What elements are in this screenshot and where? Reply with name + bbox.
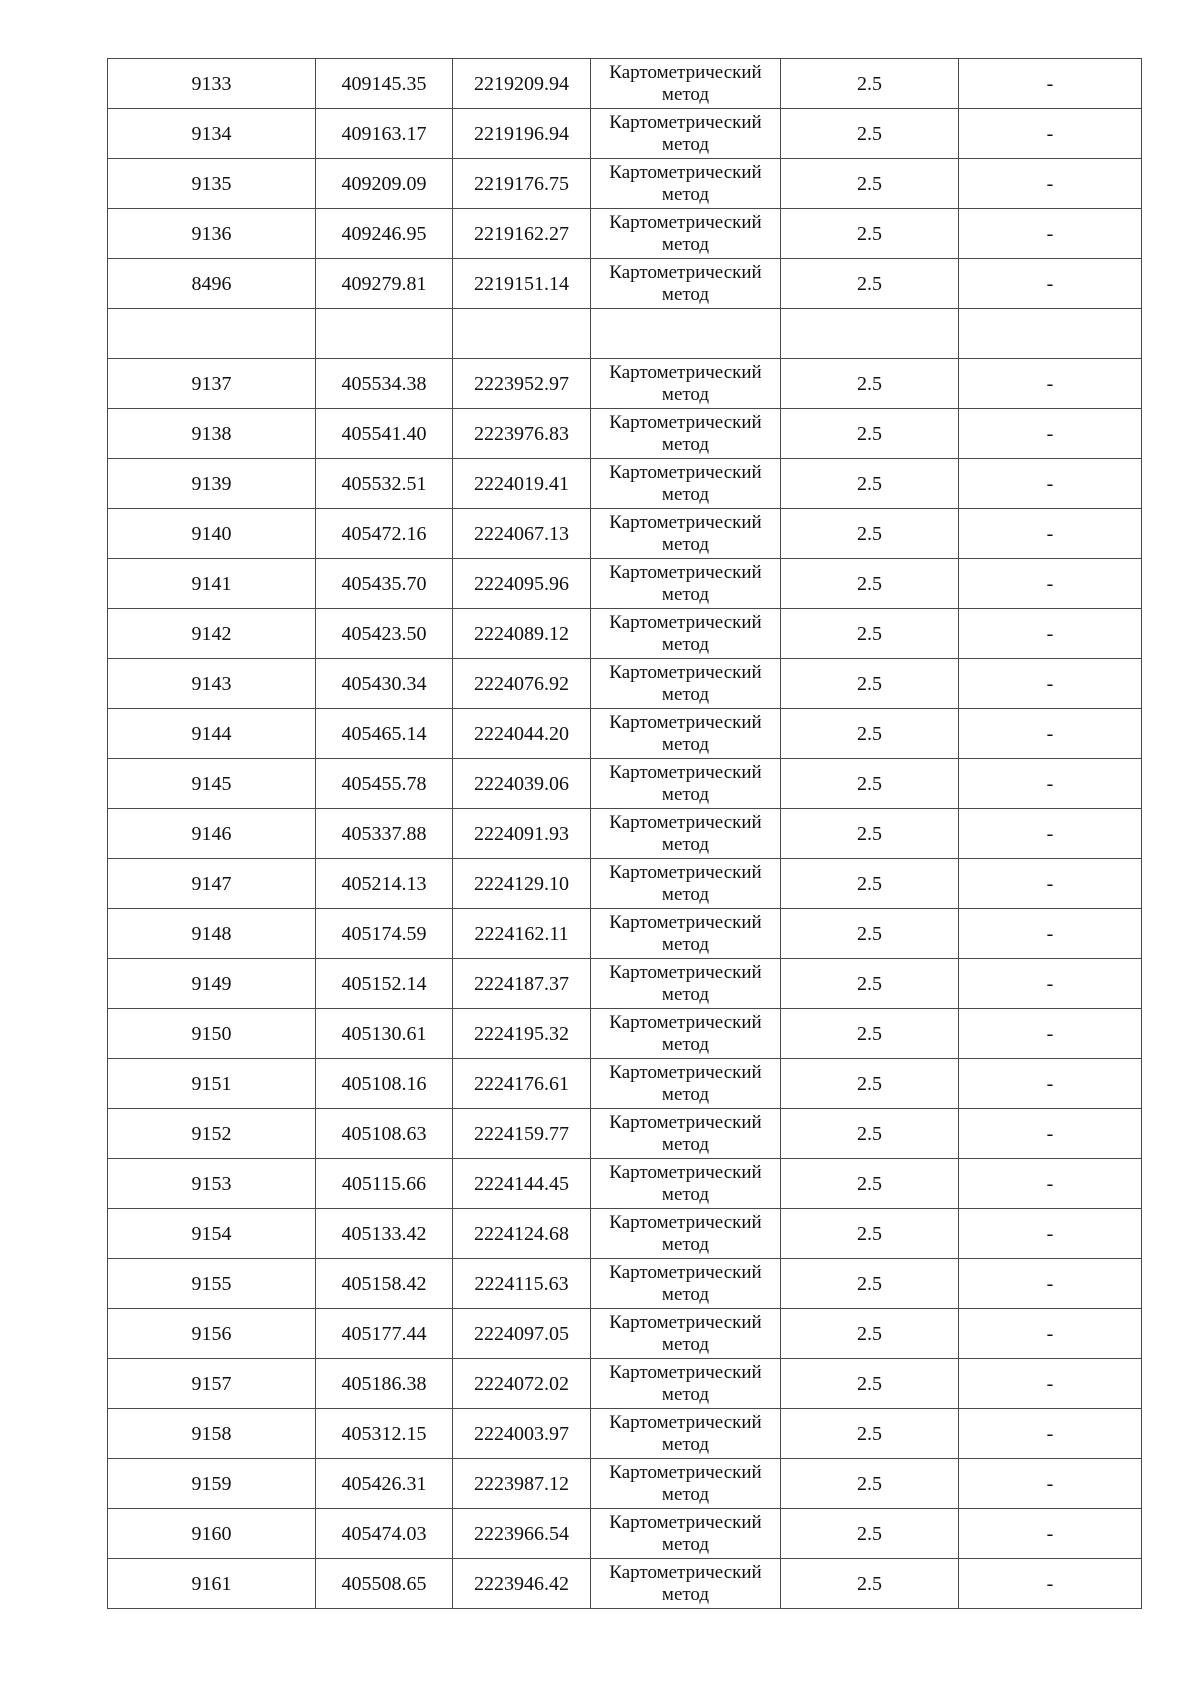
y-coordinate-cell: 2223946.42	[453, 1559, 591, 1609]
point-number-cell: 9153	[108, 1159, 316, 1209]
method-line-2: метод	[661, 1133, 710, 1155]
method-cell	[591, 209, 781, 259]
note-cell: -	[959, 259, 1142, 309]
method-line-1: Картометрический	[609, 611, 762, 633]
x-coordinate-cell: 409163.17	[316, 109, 453, 159]
method-cell	[591, 1309, 781, 1359]
y-coordinate-cell: 2219151.14	[453, 259, 591, 309]
method-line-2: метод	[661, 983, 710, 1005]
x-coordinate-cell: 405152.14	[316, 959, 453, 1009]
point-number-cell	[108, 309, 316, 359]
method-line-1: Картометрический	[609, 211, 762, 233]
method-line-1: Картометрический	[609, 911, 762, 933]
y-coordinate-cell: 2224124.68	[453, 1209, 591, 1259]
method-line-1: Картометрический	[609, 1561, 762, 1583]
y-coordinate-cell: 2219209.94	[453, 59, 591, 109]
x-coordinate-cell: 405133.42	[316, 1209, 453, 1259]
method-cell	[591, 509, 781, 559]
method-line-1: Картометрический	[609, 361, 762, 383]
point-number-cell: 9137	[108, 359, 316, 409]
y-coordinate-cell: 2224076.92	[453, 659, 591, 709]
table-row	[108, 859, 1142, 909]
point-number-cell: 9151	[108, 1059, 316, 1109]
note-cell: -	[959, 1509, 1142, 1559]
method-line-2: метод	[661, 283, 710, 305]
method-line-1: Картометрический	[609, 1411, 762, 1433]
method-cell	[591, 1009, 781, 1059]
y-coordinate-cell: 2224039.06	[453, 759, 591, 809]
table-row	[108, 1059, 1142, 1109]
coordinates-table-body	[108, 59, 1142, 1609]
y-coordinate-cell: 2224044.20	[453, 709, 591, 759]
coordinates-table	[107, 58, 1142, 1609]
accuracy-cell: 2.5	[781, 1509, 959, 1559]
x-coordinate-cell: 405532.51	[316, 459, 453, 509]
y-coordinate-cell: 2224003.97	[453, 1409, 591, 1459]
accuracy-cell: 2.5	[781, 1259, 959, 1309]
method-cell	[591, 409, 781, 459]
point-number-cell: 9159	[108, 1459, 316, 1509]
method-line-2: метод	[661, 633, 710, 655]
accuracy-cell: 2.5	[781, 109, 959, 159]
method-cell	[591, 459, 781, 509]
table-row	[108, 409, 1142, 459]
x-coordinate-cell: 405472.16	[316, 509, 453, 559]
point-number-cell: 9152	[108, 1109, 316, 1159]
accuracy-cell	[781, 309, 959, 359]
accuracy-cell: 2.5	[781, 409, 959, 459]
method-cell	[591, 859, 781, 909]
x-coordinate-cell: 409279.81	[316, 259, 453, 309]
x-coordinate-cell	[316, 309, 453, 359]
method-line-1: Картометрический	[609, 561, 762, 583]
y-coordinate-cell: 2224195.32	[453, 1009, 591, 1059]
method-cell	[591, 1159, 781, 1209]
method-line-1: Картометрический	[609, 61, 762, 83]
point-number-cell: 9149	[108, 959, 316, 1009]
method-line-2: метод	[661, 883, 710, 905]
accuracy-cell: 2.5	[781, 1059, 959, 1109]
method-line-1: Картометрический	[609, 861, 762, 883]
accuracy-cell: 2.5	[781, 1009, 959, 1059]
point-number-cell: 9156	[108, 1309, 316, 1359]
note-cell: -	[959, 1159, 1142, 1209]
table-row	[108, 1409, 1142, 1459]
accuracy-cell: 2.5	[781, 1109, 959, 1159]
method-cell	[591, 909, 781, 959]
y-coordinate-cell: 2224019.41	[453, 459, 591, 509]
accuracy-cell: 2.5	[781, 1459, 959, 1509]
method-line-1: Картометрический	[609, 161, 762, 183]
note-cell: -	[959, 359, 1142, 409]
method-line-2: метод	[661, 233, 710, 255]
note-cell	[959, 309, 1142, 359]
accuracy-cell: 2.5	[781, 1409, 959, 1459]
note-cell: -	[959, 609, 1142, 659]
method-cell	[591, 1109, 781, 1159]
note-cell: -	[959, 1309, 1142, 1359]
point-number-cell: 9135	[108, 159, 316, 209]
point-number-cell: 9148	[108, 909, 316, 959]
note-cell: -	[959, 559, 1142, 609]
x-coordinate-cell: 405177.44	[316, 1309, 453, 1359]
method-line-1: Картометрический	[609, 761, 762, 783]
accuracy-cell: 2.5	[781, 609, 959, 659]
y-coordinate-cell	[453, 309, 591, 359]
note-cell: -	[959, 1359, 1142, 1409]
table-row	[108, 1159, 1142, 1209]
method-line-1: Картометрический	[609, 411, 762, 433]
table-row	[108, 1009, 1142, 1059]
accuracy-cell: 2.5	[781, 459, 959, 509]
method-line-2: метод	[661, 383, 710, 405]
accuracy-cell: 2.5	[781, 559, 959, 609]
table-row	[108, 1559, 1142, 1609]
y-coordinate-cell: 2219176.75	[453, 159, 591, 209]
x-coordinate-cell: 409209.09	[316, 159, 453, 209]
method-line-2: метод	[661, 1533, 710, 1555]
y-coordinate-cell: 2224176.61	[453, 1059, 591, 1109]
point-number-cell: 8496	[108, 259, 316, 309]
table-row	[108, 1109, 1142, 1159]
point-number-cell: 9160	[108, 1509, 316, 1559]
table-row	[108, 59, 1142, 109]
method-cell	[591, 709, 781, 759]
method-line-2: метод	[661, 83, 710, 105]
y-coordinate-cell: 2224091.93	[453, 809, 591, 859]
method-line-1: Картометрический	[609, 1461, 762, 1483]
note-cell: -	[959, 809, 1142, 859]
method-line-1: Картометрический	[609, 111, 762, 133]
method-line-2: метод	[661, 833, 710, 855]
accuracy-cell: 2.5	[781, 259, 959, 309]
accuracy-cell: 2.5	[781, 359, 959, 409]
note-cell: -	[959, 909, 1142, 959]
method-line-1: Картометрический	[609, 711, 762, 733]
note-cell: -	[959, 1209, 1142, 1259]
x-coordinate-cell: 405108.63	[316, 1109, 453, 1159]
method-cell	[591, 259, 781, 309]
note-cell: -	[959, 1109, 1142, 1159]
x-coordinate-cell: 405115.66	[316, 1159, 453, 1209]
point-number-cell: 9150	[108, 1009, 316, 1059]
method-line-2: метод	[661, 433, 710, 455]
note-cell: -	[959, 1059, 1142, 1109]
note-cell: -	[959, 659, 1142, 709]
method-line-2: метод	[661, 1183, 710, 1205]
table-row	[108, 459, 1142, 509]
accuracy-cell: 2.5	[781, 1209, 959, 1259]
table-row	[108, 559, 1142, 609]
method-line-1: Картометрический	[609, 811, 762, 833]
method-line-2: метод	[661, 1033, 710, 1055]
accuracy-cell: 2.5	[781, 1309, 959, 1359]
accuracy-cell: 2.5	[781, 859, 959, 909]
table-row	[108, 1309, 1142, 1359]
method-cell	[591, 59, 781, 109]
y-coordinate-cell: 2223966.54	[453, 1509, 591, 1559]
x-coordinate-cell: 405130.61	[316, 1009, 453, 1059]
method-line-2: метод	[661, 1283, 710, 1305]
method-line-2: метод	[661, 583, 710, 605]
method-line-2: метод	[661, 1233, 710, 1255]
x-coordinate-cell: 405174.59	[316, 909, 453, 959]
note-cell: -	[959, 409, 1142, 459]
y-coordinate-cell: 2224095.96	[453, 559, 591, 609]
point-number-cell: 9133	[108, 59, 316, 109]
point-number-cell: 9141	[108, 559, 316, 609]
point-number-cell: 9147	[108, 859, 316, 909]
accuracy-cell: 2.5	[781, 809, 959, 859]
method-cell	[591, 1209, 781, 1259]
accuracy-cell: 2.5	[781, 1159, 959, 1209]
method-line-2: метод	[661, 483, 710, 505]
x-coordinate-cell: 405534.38	[316, 359, 453, 409]
accuracy-cell: 2.5	[781, 959, 959, 1009]
table-row	[108, 909, 1142, 959]
method-line-1: Картометрический	[609, 1211, 762, 1233]
x-coordinate-cell: 405465.14	[316, 709, 453, 759]
y-coordinate-cell: 2223952.97	[453, 359, 591, 409]
method-line-2: метод	[661, 533, 710, 555]
method-line-1: Картометрический	[609, 1361, 762, 1383]
x-coordinate-cell: 409246.95	[316, 209, 453, 259]
method-line-2: метод	[661, 933, 710, 955]
method-line-2: метод	[661, 783, 710, 805]
y-coordinate-cell: 2223976.83	[453, 409, 591, 459]
method-cell	[591, 959, 781, 1009]
y-coordinate-cell: 2224162.11	[453, 909, 591, 959]
table-row	[108, 1459, 1142, 1509]
method-line-1: Картометрический	[609, 1161, 762, 1183]
method-line-2: метод	[661, 683, 710, 705]
y-coordinate-cell: 2224159.77	[453, 1109, 591, 1159]
x-coordinate-cell: 405455.78	[316, 759, 453, 809]
y-coordinate-cell: 2224072.02	[453, 1359, 591, 1409]
method-cell	[591, 1409, 781, 1459]
method-line-1: Картометрический	[609, 1011, 762, 1033]
table-row	[108, 309, 1142, 359]
method-cell	[591, 1559, 781, 1609]
point-number-cell: 9161	[108, 1559, 316, 1609]
point-number-cell: 9142	[108, 609, 316, 659]
point-number-cell: 9158	[108, 1409, 316, 1459]
accuracy-cell: 2.5	[781, 709, 959, 759]
y-coordinate-cell: 2224144.45	[453, 1159, 591, 1209]
note-cell: -	[959, 959, 1142, 1009]
method-cell	[591, 1259, 781, 1309]
method-line-1: Картометрический	[609, 511, 762, 533]
accuracy-cell: 2.5	[781, 759, 959, 809]
x-coordinate-cell: 405423.50	[316, 609, 453, 659]
y-coordinate-cell: 2219196.94	[453, 109, 591, 159]
note-cell: -	[959, 1259, 1142, 1309]
accuracy-cell: 2.5	[781, 659, 959, 709]
method-line-2: метод	[661, 133, 710, 155]
point-number-cell: 9146	[108, 809, 316, 859]
note-cell: -	[959, 509, 1142, 559]
x-coordinate-cell: 405474.03	[316, 1509, 453, 1559]
note-cell: -	[959, 859, 1142, 909]
method-cell	[591, 1359, 781, 1409]
method-cell	[591, 609, 781, 659]
method-line-2: метод	[661, 183, 710, 205]
method-cell	[591, 1059, 781, 1109]
table-row	[108, 609, 1142, 659]
note-cell: -	[959, 1009, 1142, 1059]
point-number-cell: 9136	[108, 209, 316, 259]
x-coordinate-cell: 405430.34	[316, 659, 453, 709]
note-cell: -	[959, 459, 1142, 509]
method-line-1: Картометрический	[609, 1261, 762, 1283]
note-cell: -	[959, 709, 1142, 759]
table-row	[108, 509, 1142, 559]
accuracy-cell: 2.5	[781, 509, 959, 559]
point-number-cell: 9143	[108, 659, 316, 709]
y-coordinate-cell: 2223987.12	[453, 1459, 591, 1509]
method-line-2: метод	[661, 1433, 710, 1455]
x-coordinate-cell: 405158.42	[316, 1259, 453, 1309]
method-cell	[591, 109, 781, 159]
method-line-2: метод	[661, 1083, 710, 1105]
x-coordinate-cell: 409145.35	[316, 59, 453, 109]
x-coordinate-cell: 405186.38	[316, 1359, 453, 1409]
note-cell: -	[959, 1559, 1142, 1609]
note-cell: -	[959, 59, 1142, 109]
point-number-cell: 9145	[108, 759, 316, 809]
accuracy-cell: 2.5	[781, 209, 959, 259]
method-cell	[591, 1509, 781, 1559]
note-cell: -	[959, 109, 1142, 159]
method-line-2: метод	[661, 1583, 710, 1605]
method-cell	[591, 659, 781, 709]
method-line-1: Картометрический	[609, 1311, 762, 1333]
y-coordinate-cell: 2224097.05	[453, 1309, 591, 1359]
point-number-cell: 9157	[108, 1359, 316, 1409]
point-number-cell: 9155	[108, 1259, 316, 1309]
accuracy-cell: 2.5	[781, 159, 959, 209]
x-coordinate-cell: 405541.40	[316, 409, 453, 459]
x-coordinate-cell: 405108.16	[316, 1059, 453, 1109]
method-cell	[591, 809, 781, 859]
table-row	[108, 109, 1142, 159]
method-line-2: метод	[661, 1333, 710, 1355]
point-number-cell: 9140	[108, 509, 316, 559]
note-cell: -	[959, 759, 1142, 809]
table-row	[108, 809, 1142, 859]
x-coordinate-cell: 405426.31	[316, 1459, 453, 1509]
y-coordinate-cell: 2224129.10	[453, 859, 591, 909]
method-line-1: Картометрический	[609, 461, 762, 483]
table-row	[108, 1359, 1142, 1409]
method-line-2: метод	[661, 1383, 710, 1405]
table-row	[108, 359, 1142, 409]
note-cell: -	[959, 209, 1142, 259]
point-number-cell: 9154	[108, 1209, 316, 1259]
accuracy-cell: 2.5	[781, 59, 959, 109]
note-cell: -	[959, 159, 1142, 209]
method-line-1: Картометрический	[609, 1061, 762, 1083]
method-line-1: Картометрический	[609, 1111, 762, 1133]
note-cell: -	[959, 1409, 1142, 1459]
point-number-cell: 9139	[108, 459, 316, 509]
method-line-1: Картометрический	[609, 961, 762, 983]
x-coordinate-cell: 405508.65	[316, 1559, 453, 1609]
method-cell	[591, 559, 781, 609]
method-line-2: метод	[661, 733, 710, 755]
table-row	[108, 659, 1142, 709]
accuracy-cell: 2.5	[781, 1559, 959, 1609]
table-row	[108, 209, 1142, 259]
accuracy-cell: 2.5	[781, 909, 959, 959]
y-coordinate-cell: 2224115.63	[453, 1259, 591, 1309]
y-coordinate-cell: 2224067.13	[453, 509, 591, 559]
x-coordinate-cell: 405214.13	[316, 859, 453, 909]
x-coordinate-cell: 405312.15	[316, 1409, 453, 1459]
method-line-1: Картометрический	[609, 661, 762, 683]
y-coordinate-cell: 2224187.37	[453, 959, 591, 1009]
y-coordinate-cell: 2224089.12	[453, 609, 591, 659]
table-row	[108, 759, 1142, 809]
table-row	[108, 1259, 1142, 1309]
method-line-1: Картометрический	[609, 261, 762, 283]
x-coordinate-cell: 405435.70	[316, 559, 453, 609]
method-cell	[591, 359, 781, 409]
table-row	[108, 1509, 1142, 1559]
method-cell	[591, 159, 781, 209]
note-cell: -	[959, 1459, 1142, 1509]
table-row	[108, 959, 1142, 1009]
point-number-cell: 9134	[108, 109, 316, 159]
method-cell	[591, 1459, 781, 1509]
y-coordinate-cell: 2219162.27	[453, 209, 591, 259]
method-line-1: Картометрический	[609, 1511, 762, 1533]
method-cell	[591, 309, 781, 359]
table-row	[108, 1209, 1142, 1259]
accuracy-cell: 2.5	[781, 1359, 959, 1409]
x-coordinate-cell: 405337.88	[316, 809, 453, 859]
table-row	[108, 709, 1142, 759]
point-number-cell: 9138	[108, 409, 316, 459]
table-row	[108, 159, 1142, 209]
method-line-2: метод	[661, 1483, 710, 1505]
table-row	[108, 259, 1142, 309]
method-cell	[591, 759, 781, 809]
point-number-cell: 9144	[108, 709, 316, 759]
